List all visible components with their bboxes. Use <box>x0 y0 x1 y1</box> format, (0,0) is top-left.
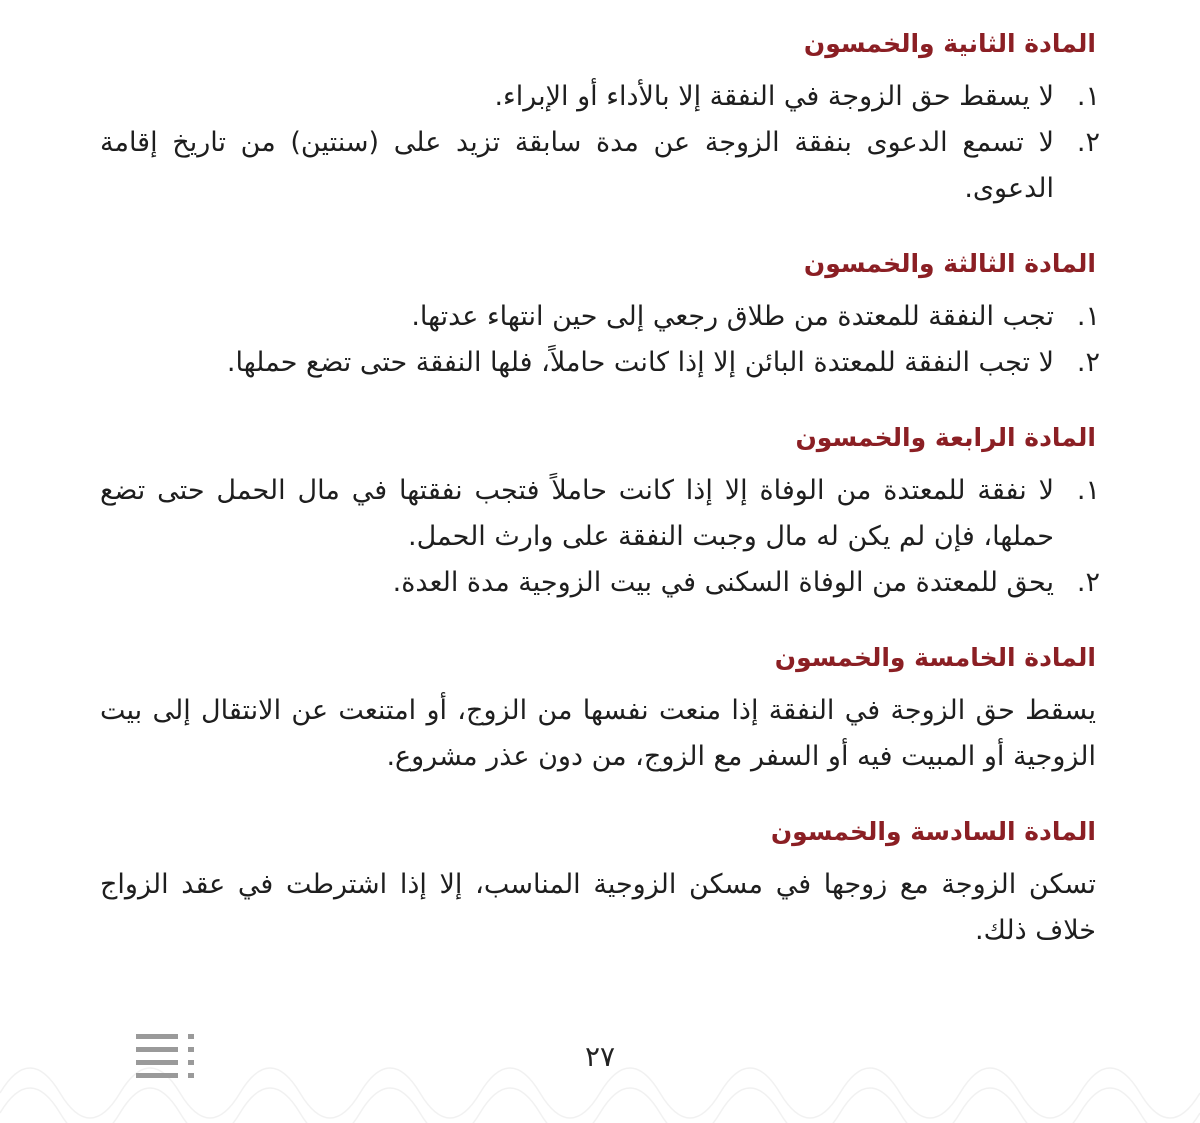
clause-number: ٢. <box>1076 127 1100 158</box>
article-55 <box>100 636 1100 780</box>
clause-number: ٢. <box>1076 567 1100 598</box>
article-title: المادة الرابعة والخمسون <box>795 423 1096 452</box>
clause <box>100 120 1100 212</box>
article-title: المادة الخامسة والخمسون <box>774 643 1096 672</box>
article-52 <box>100 22 1100 212</box>
clause-text: لا نفقة للمعتدة من الوفاة إلا إذا كانت حاملاً فتجب نفقتها في مال الحمل حتى تضع حملها، فإن لم يكن له مال وجبت النفقة على وارث الحمل. <box>100 475 1054 552</box>
article-56 <box>100 810 1100 954</box>
clause-text: لا يسقط حق الزوجة في النفقة إلا بالأداء أو الإبراء. <box>494 81 1054 112</box>
clause-text: تجب النفقة للمعتدة من طلاق رجعي إلى حين انتهاء عدتها. <box>411 301 1054 332</box>
clause-text: يحق للمعتدة من الوفاة السكنى في بيت الزوجية مدة العدة. <box>392 567 1054 598</box>
article-title: المادة الثانية والخمسون <box>803 29 1096 58</box>
toc-list-icon[interactable] <box>136 1034 194 1078</box>
article-54 <box>100 416 1100 606</box>
clause <box>100 74 1100 120</box>
article-title: المادة الثالثة والخمسون <box>803 249 1096 278</box>
clause-number: ١. <box>1076 81 1100 112</box>
clause-number: ٢. <box>1076 347 1100 378</box>
article-title: المادة السادسة والخمسون <box>770 817 1096 846</box>
article-paragraph: يسقط حق الزوجة في النفقة إذا منعت نفسها من الزوج، أو امتنعت عن الانتقال إلى بيت الزوجية أو المبيت فيه أو السفر مع الزوج، من دون عذر مشروع. <box>100 695 1096 772</box>
clause <box>100 294 1100 340</box>
clause-text: لا تسمع الدعوى بنفقة الزوجة عن مدة سابقة تزيد على (سنتين) من تاريخ إقامة الدعوى. <box>100 127 1054 204</box>
clause <box>100 560 1100 606</box>
document-page <box>100 22 1100 984</box>
clause <box>100 340 1100 386</box>
article-paragraph: تسكن الزوجة مع زوجها في مسكن الزوجية المناسب، إلا إذا اشترطت في عقد الزواج خلاف ذلك. <box>100 869 1096 946</box>
clause-number: ١. <box>1076 301 1100 332</box>
page-number: ٢٧ <box>584 1040 616 1073</box>
article-53 <box>100 242 1100 386</box>
clause-text: لا تجب النفقة للمعتدة البائن إلا إذا كانت حاملاً، فلها النفقة حتى تضع حملها. <box>226 347 1054 378</box>
clause-number: ١. <box>1076 475 1100 506</box>
clause <box>100 468 1100 560</box>
